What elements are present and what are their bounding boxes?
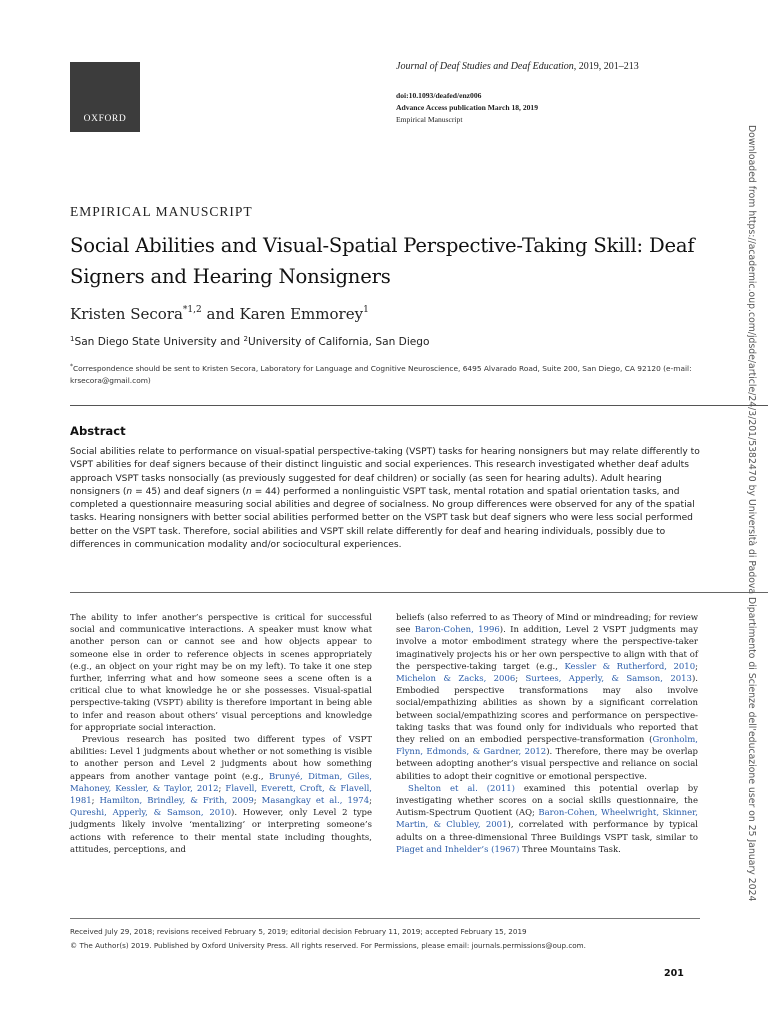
- body-paragraph: [396, 612, 698, 783]
- citation-link[interactable]: Shelton et al. (2011): [408, 783, 515, 794]
- journal-volume-pages: , 2019, 201–213: [573, 61, 639, 72]
- affiliations: [70, 335, 430, 348]
- affiliation-mark: 1: [70, 335, 75, 343]
- body-paragraph: The ability to infer another’s perspective is critical for successful social and communicative interactions. A speaker must know what another person can or cannot see and how objects appear to someone else in order to reference objects in scenes appropriately (e.g., an object on your right may be on my left). To take it one step further, inferring what and how someone sees a scene often is a critical clue to what knowledge he or she possesses. Visual-spatial perspective-taking (VSPT) ability is therefore important in being able to infer and reason about others’ visual perceptions and knowledge for appropriate social interaction.: [70, 613, 372, 733]
- body-text: Previous research has posited two different types of VSPT abilities: Level 1 judgments about whether or not something is visible to another person and Level 2 judgments about how something appears from another vantage point (e.g.,: [70, 735, 372, 782]
- citation-link[interactable]: Michelon & Zacks, 2006: [396, 674, 516, 685]
- body-text: ;: [253, 796, 262, 807]
- citation-link[interactable]: Kessler & Rutherford, 2010: [564, 661, 696, 672]
- body-text: beliefs (also referred to as Theory of Mind or mindreading; for review see: [396, 613, 698, 636]
- article-meta: [396, 90, 696, 126]
- download-watermark: Downloaded from https://academic.oup.com/jdsde/article/24/3/201/5382470 by Università di Padova Dipartimento di Scienze dell'educazione user on 25 January 2024: [746, 125, 757, 902]
- affiliation-mark: 2: [243, 335, 248, 343]
- body-text: ). However, only Level 2 type judgments likely involve ‘mentalizing’ or interpreting someone’s actions with reference to their mental state including thoughts, attitudes, perceptions, and: [70, 808, 372, 855]
- logo-text: OXFORD: [83, 114, 127, 124]
- citation-link[interactable]: Baron-Cohen, 1996: [414, 625, 500, 636]
- citation-link[interactable]: Surtees, Apperly, & Samson, 2013: [525, 674, 692, 685]
- citation-link[interactable]: Gronholm, Flynn, Edmonds, & Gardner, 2012: [396, 735, 698, 758]
- section-kicker: EMPIRICAL MANUSCRIPT: [70, 204, 253, 219]
- abstract-italic: n: [126, 486, 133, 497]
- page-number: 201: [664, 968, 684, 979]
- affiliation-name: San Diego State University: [74, 336, 217, 348]
- correspondence-note: [70, 361, 700, 387]
- doi[interactable]: doi:10.1093/deafed/enz006: [396, 91, 482, 100]
- citation-link[interactable]: Masangkay et al., 1974: [261, 796, 370, 807]
- author-list: [70, 305, 369, 323]
- advance-access: Advance Access publication March 18, 2019: [396, 103, 539, 112]
- journal-citation: [396, 61, 639, 72]
- article-type: Empirical Manuscript: [396, 115, 463, 124]
- citation-link[interactable]: Flavell, Everett, Croft, & Flavell, 1981: [70, 783, 372, 807]
- citation-link[interactable]: Qureshi, Apperly, & Samson, 2010: [70, 808, 232, 819]
- divider: [70, 592, 768, 593]
- body-text: ;: [515, 674, 526, 685]
- abstract-italic: n: [245, 486, 252, 497]
- author-name[interactable]: Karen Emmorey: [239, 305, 364, 323]
- divider: [70, 918, 700, 919]
- body-text: ). In addition, Level 2 VSPT judgments may involve a motor embodiment strategy where the perspective-taker imaginatively projects his or her own perspective to align with that of the perspective-taking target (e.g.,: [396, 625, 699, 672]
- affiliation-joiner: and: [216, 336, 244, 348]
- body-text: ;: [369, 796, 372, 807]
- author-name[interactable]: Kristen Secora: [70, 305, 183, 323]
- body-text: ;: [91, 796, 100, 807]
- footer-notes: [70, 925, 700, 953]
- received-dates: Received July 29, 2018; revisions received February 5, 2019; editorial decision February 11, 2019; accepted February 15, 2019: [70, 927, 527, 936]
- journal-name: Journal of Deaf Studies and Deaf Education: [396, 61, 574, 72]
- article-title: Social Abilities and Visual-Spatial Perspective-Taking Skill: Deaf Signers and Hearing Nonsigners: [70, 234, 695, 288]
- body-paragraph: [396, 783, 698, 856]
- oxford-logo: [70, 62, 140, 132]
- abstract-text: = 45) and deaf signers (: [132, 486, 246, 497]
- body-text: ;: [695, 661, 698, 672]
- body-paragraph: [70, 734, 372, 856]
- body-text: ), correlated with performance by typical adults on a three-dimensional Three Buildings VSPT task, similar to: [396, 820, 699, 843]
- correspondence-text: Correspondence should be sent to Kristen Secora, Laboratory for Language and Cognitive Neuroscience, 6495 Alvarado Road, Suite 200, San Diego, CA 92120 (e-mail: krsecora@gmail.com): [70, 364, 692, 385]
- author-marks: *1,2: [182, 305, 202, 315]
- affiliation-name: University of California, San Diego: [247, 336, 430, 348]
- divider: [70, 405, 768, 406]
- citation-link[interactable]: Brunyé, Ditman, Giles, Mahoney, Kessler, & Taylor, 2012: [70, 771, 372, 794]
- body-text: ;: [218, 783, 226, 794]
- abstract-body: [70, 446, 700, 552]
- author-marks: 1: [363, 305, 369, 315]
- citation-link[interactable]: Baron-Cohen, Wheelwright, Skinner, Martin, & Clubley, 2001: [396, 808, 698, 831]
- body-text: Three Mountains Task.: [519, 844, 621, 855]
- body-text: ). Embodied perspective transformations may also involve social/empathizing abilities as shown by a significant correlation between social/empathizing scores and performance on perspective-taking tasks that was found only for individuals who reported that they relied on an embodied perspective-transformation (: [396, 674, 698, 746]
- abstract-text: Social abilities relate to performance on visual-spatial perspective-taking (VSPT) tasks for hearing nonsigners but may relate differently to VSPT abilities for deaf signers because of their distinct linguistic and social experiences. This research investigated whether deaf adults approach VSPT tasks nonsocially (as previously suggested for deaf children) or socially (as seen for hearing adults). Adult hearing nonsigners (: [70, 447, 700, 497]
- citation-link[interactable]: Piaget and Inhelder’s (1967): [396, 844, 520, 855]
- citation-link[interactable]: Hamilton, Brindley, & Frith, 2009: [99, 796, 254, 807]
- author-joiner: and: [201, 305, 240, 323]
- body-column-right: [396, 612, 698, 856]
- body-column-left: [70, 612, 372, 856]
- copyright-notice: © The Author(s) 2019. Published by Oxford University Press. All rights reserved. For Permissions, please email: journals.permissions@oup.com.: [70, 941, 586, 950]
- correspondence-mark: *: [70, 363, 73, 370]
- abstract-heading: Abstract: [70, 424, 126, 438]
- body-text: examined this potential overlap by investigating whether scores on a social skills questionnaire, the Autism-Spectrum Quotient (AQ;: [396, 783, 698, 819]
- body-text: ). Therefore, there may be overlap between adopting another’s visual perspective and reliance on social abilities to adopt their cognitive or emotional perspective.: [396, 747, 698, 782]
- abstract-text: = 44) performed a nonlinguistic VSPT task, mental rotation and spatial orientation tasks, and completed a questionnaire measuring social abilities and degree of socialness. No group differences were observed for any of the spatial tasks. Hearing nonsigners with better social abilities performed better on the VSPT task but deaf signers who were less social performed better on the VSPT task. Therefore, social abilities and VSPT skill relate differently for deaf and hearing individuals, possibly due to differences in communication modality and/or sociocultural experiences.: [70, 486, 695, 551]
